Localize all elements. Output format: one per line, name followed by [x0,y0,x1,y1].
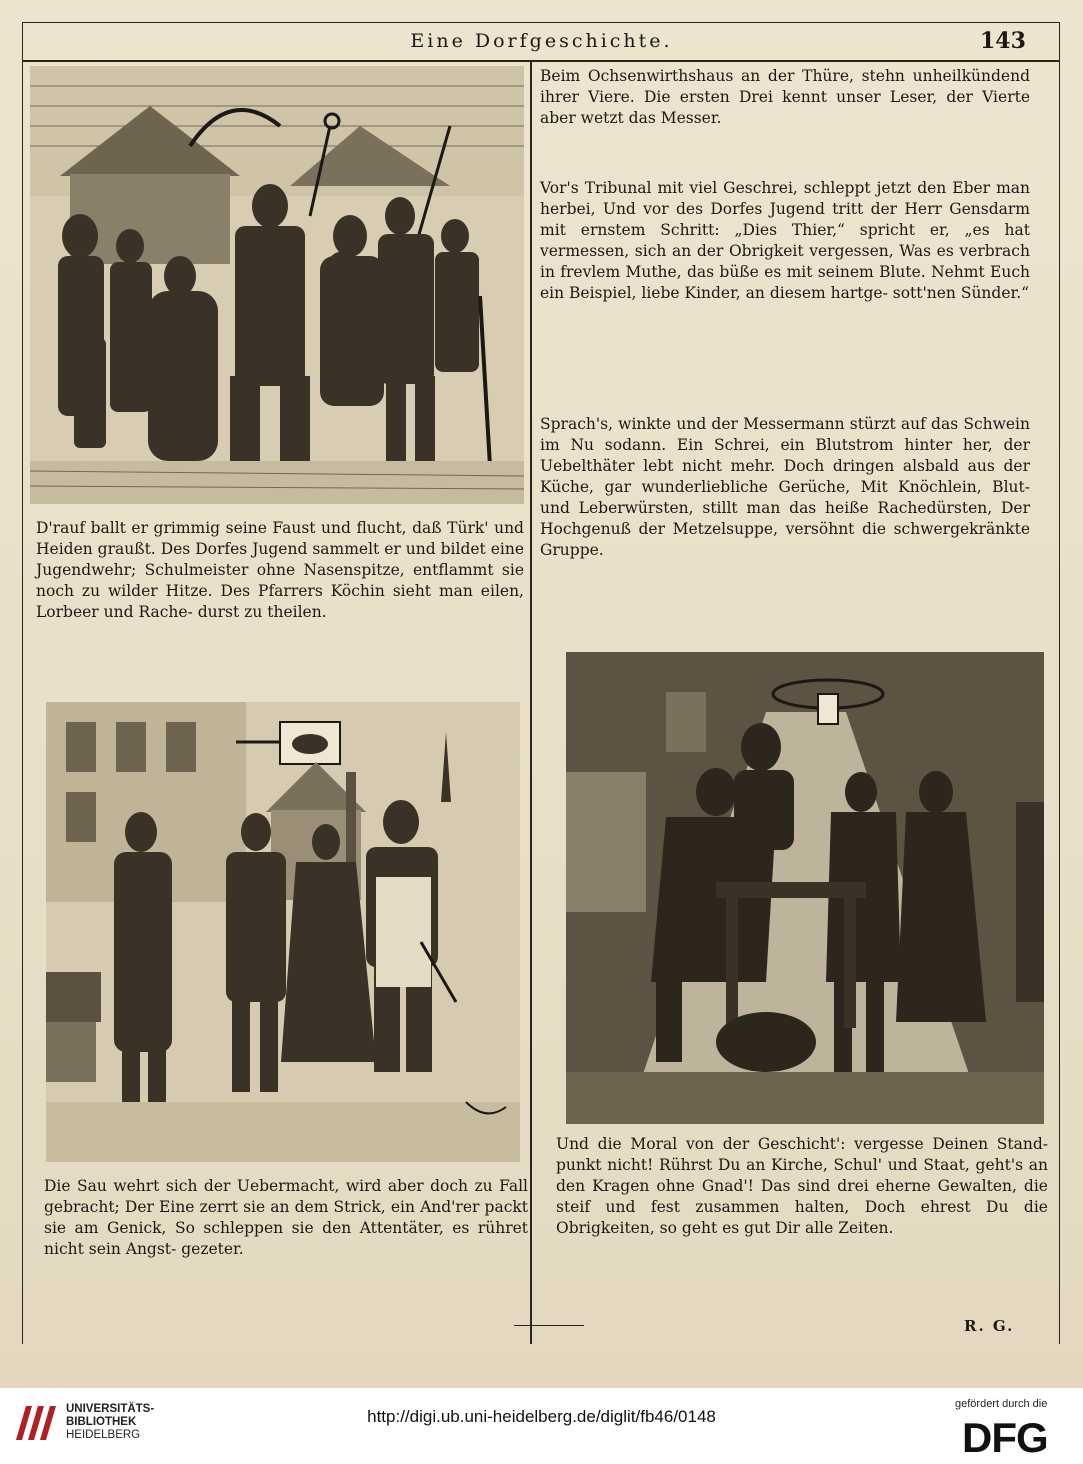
verse-line: So schleppen sie den Attentäter, es rühret nicht sein Angst- [44,1219,529,1258]
verse-line: und Heiden graußt. [36,519,524,558]
verse-line: D'rauf ballt er grimmig seine Faust und flucht, daß Türk' [36,519,489,537]
dfg-logo: DFG [962,1414,1048,1461]
verse-line: Fall gebracht; [44,1177,529,1216]
illustration-tavern-scene [566,652,1044,1124]
verse-line: Die ersten Drei kennt unser Leser, der Vierte aber wetzt das [540,88,1031,127]
verse-line: Hitze. [165,582,213,600]
verse-line: Gruppe. [540,541,604,559]
verse-line: Kragen ohne Gnad'! [592,1177,754,1195]
verse-line: Die Sau wehrt sich der Uebermacht, wird aber doch zu [44,1177,493,1195]
verse-line: Blute. [879,263,926,281]
verse-line: Schulmeister ohne Nasenspitze, entflammt sie noch zu wilder [36,561,524,600]
verse-line: Messer. [660,109,722,127]
verse-line: man herbei, [540,179,1030,218]
frame-right-rule [1059,22,1060,1344]
verse-line: Rührst Du an Kirche, Schul' und Staat, geht's an den [556,1156,1048,1195]
illustration-street-scene [46,702,520,1162]
left-stanza-1 [36,518,524,623]
verse-line: Sprach's, winkte und der Messermann stürzt auf das Schwein [540,415,1030,433]
verse-line: Der Hochgenuß der Metzelsuppe, versöhnt die schwergekränkte [540,499,1030,538]
frame-header-rule [22,60,1060,62]
library-name-line: UNIVERSITÄTS- [66,1403,155,1415]
verse-line: Rachedürsten, [877,499,993,517]
bottom-short-rule [514,1325,584,1326]
verse-line: Beim Ochsenwirthshaus an der Thüre, stehn unheilkündend [540,67,1030,85]
frame-top-rule [22,22,1060,23]
verse-line: Der Eine zerrt sie an dem Strick, ein And'rer packt sie am [44,1198,528,1237]
verse-line: „Dies Thier,“ spricht er, „es hat vermessen, sich an der [540,221,1030,260]
verse-line: im Nu sodann. [540,436,667,454]
verse-line: Was es verbrach in frevlem Muthe, das büße es mit seinem [540,242,1030,281]
verse-line: nicht mehr. [682,457,776,475]
column-divider [530,62,532,1344]
verse-line: Und vor des Dorfes Jugend tritt der Herr Gensdarm mit [540,200,1030,239]
library-name-line: BIBLIOTHEK [66,1416,137,1428]
left-stanza-2 [44,1176,528,1260]
verse-line: punkt nicht! [556,1156,654,1174]
verse-line: durst zu theilen. [197,603,327,621]
verse-line: Ein Schrei, ein Blutstrom hinter her, der Uebelthäter lebt [540,436,1030,475]
verse-line: ernstem Schritt: [580,221,720,239]
author-signature: R. G. [964,1317,1015,1335]
verse-line: ihrer Viere. [540,88,635,106]
verse-line: Zeiten. [838,1219,894,1237]
right-stanza-4 [556,1134,1048,1239]
verse-line: Des Pfarrers Köchin sieht man eilen, Lorbeer und Rache- [36,582,524,621]
verse-line: Genick, [106,1219,167,1237]
verse-line: Des Dorfes Jugend sammelt er und bildet eine Jugendwehr; [36,540,524,579]
verse-line: halten, [794,1198,850,1216]
verse-line: gezeter. [181,1240,244,1258]
library-name-line: HEIDELBERG [66,1429,141,1441]
verse-line: Das sind drei eherne Gewalten, die steif und fest zusammen [556,1177,1048,1216]
verse-line: Vor's Tribunal mit viel Geschrei, schleppt jetzt den Eber [540,179,991,197]
verse-line: sott'nen Sünder.“ [892,284,1030,302]
illustration-village-mob [30,66,524,504]
verse-line: Obrigkeit vergessen, [728,242,894,260]
page-number: 143 [980,28,1026,54]
page-title: Eine Dorfgeschichte. [410,30,673,52]
frame-left-rule [22,22,23,1344]
verse-line: Und die Moral von der Geschicht': vergesse Deinen Stand- [556,1135,1048,1153]
funding-label: gefördert durch die [955,1398,1048,1410]
source-url-link[interactable]: http://digi.ub.uni-heidelberg.de/diglit/fb46/0148 [367,1407,716,1426]
right-stanza-3 [540,414,1030,561]
verse-line: Doch ehrest Du die Obrigkeiten, so geht es gut Dir alle [556,1198,1048,1237]
verse-line: Nehmt Euch ein Beispiel, liebe Kinder, an diesem hartge- [540,263,1030,302]
verse-line: Mit Knöchlein, Blut- und Leberwürsten, stillt man das heiße [540,478,1030,517]
right-stanza-2 [540,178,1030,304]
verse-line: Gerüche, [778,478,851,496]
verse-line: Doch dringen alsbald aus der Küche, gar wunderliebliche [540,457,1030,496]
right-stanza-1 [540,66,1030,129]
